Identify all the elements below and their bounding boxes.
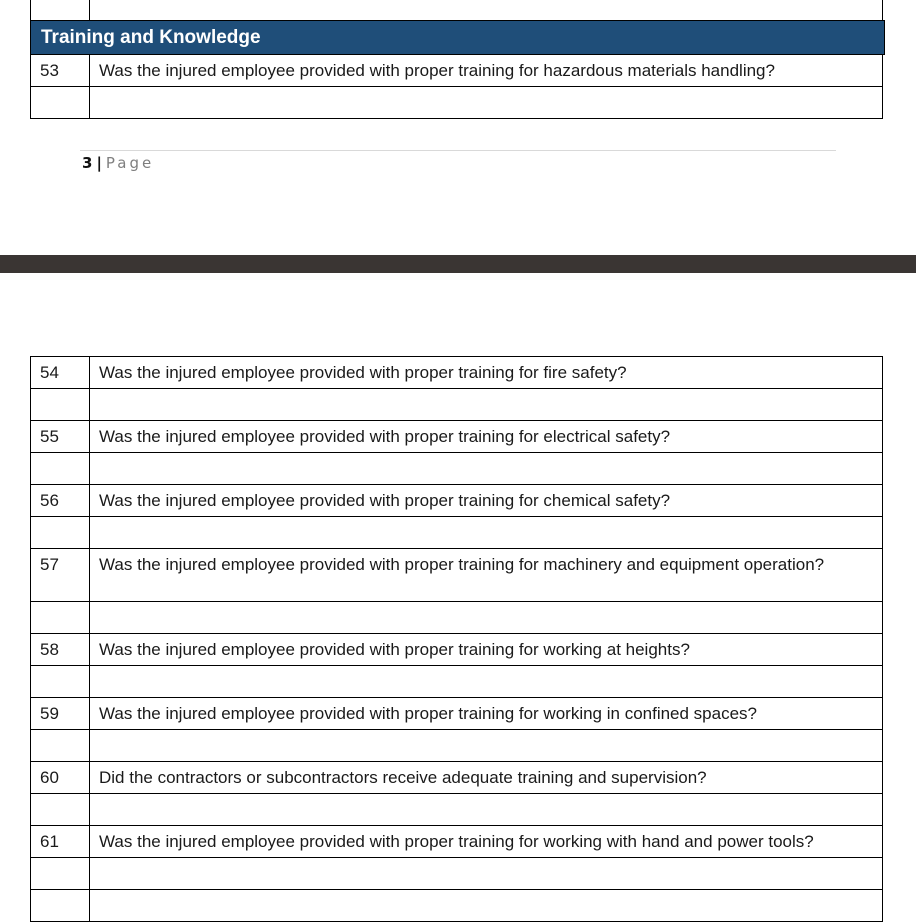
page-break <box>0 255 916 273</box>
answer-row <box>31 389 883 421</box>
page-word: Page <box>105 154 155 172</box>
question-number: 58 <box>31 634 90 666</box>
answer-num-cell <box>31 730 90 762</box>
answer-num-cell <box>31 389 90 421</box>
answer-cell[interactable] <box>90 730 883 762</box>
footer-divider <box>80 150 836 151</box>
answer-num-cell <box>31 666 90 698</box>
answer-cell[interactable] <box>90 87 883 119</box>
footer-separator: | <box>96 154 102 172</box>
answer-cell[interactable] <box>90 453 883 485</box>
table-row <box>31 485 883 517</box>
table-row <box>31 826 883 858</box>
answer-row <box>31 453 883 485</box>
answer-row <box>31 858 883 890</box>
answer-num-cell <box>31 453 90 485</box>
question-text: Did the contractors or subcontractors receive adequate training and supervision? <box>90 762 883 794</box>
page-number: 3 <box>82 154 93 172</box>
previous-table-stub <box>30 0 883 21</box>
answer-cell[interactable] <box>90 794 883 826</box>
question-number: 53 <box>31 55 90 87</box>
question-text: Was the injured employee provided with proper training for working at heights? <box>90 634 883 666</box>
answer-cell[interactable] <box>90 890 883 922</box>
table-row <box>31 762 883 794</box>
question-number: 56 <box>31 485 90 517</box>
answer-row <box>31 87 883 119</box>
question-number: 61 <box>31 826 90 858</box>
table-row <box>31 549 883 602</box>
answer-num-cell <box>31 517 90 549</box>
table-row <box>31 421 883 453</box>
table-row <box>31 55 883 87</box>
answer-row <box>31 517 883 549</box>
stub-num-cell <box>31 0 90 20</box>
answer-row <box>31 602 883 634</box>
answer-num-cell <box>31 890 90 922</box>
answer-num-cell <box>31 858 90 890</box>
question-text: Was the injured employee provided with proper training for chemical safety? <box>90 485 883 517</box>
question-number: 54 <box>31 357 90 389</box>
page1-question-table <box>30 54 883 119</box>
answer-row <box>31 666 883 698</box>
question-number: 59 <box>31 698 90 730</box>
section-heading: Training and Knowledge <box>30 20 885 55</box>
question-number: 60 <box>31 762 90 794</box>
answer-cell[interactable] <box>90 517 883 549</box>
page2-question-table <box>30 356 883 922</box>
answer-cell[interactable] <box>90 602 883 634</box>
answer-row <box>31 794 883 826</box>
question-number: 55 <box>31 421 90 453</box>
question-text: Was the injured employee provided with proper training for machinery and equipment operation? <box>90 549 883 602</box>
answer-num-cell <box>31 794 90 826</box>
table-row <box>31 634 883 666</box>
table-row <box>31 698 883 730</box>
answer-cell[interactable] <box>90 858 883 890</box>
answer-cell[interactable] <box>90 389 883 421</box>
stub-text-cell <box>90 0 883 20</box>
answer-row <box>31 890 883 922</box>
answer-row <box>31 730 883 762</box>
question-text: Was the injured employee provided with proper training for working in confined spaces? <box>90 698 883 730</box>
question-text: Was the injured employee provided with proper training for hazardous materials handling? <box>90 55 883 87</box>
question-text: Was the injured employee provided with proper training for electrical safety? <box>90 421 883 453</box>
answer-num-cell <box>31 602 90 634</box>
question-text: Was the injured employee provided with proper training for working with hand and power tools? <box>90 826 883 858</box>
question-number: 57 <box>31 549 90 602</box>
answer-num-cell <box>31 87 90 119</box>
table-row <box>31 357 883 389</box>
question-text: Was the injured employee provided with proper training for fire safety? <box>90 357 883 389</box>
page-footer <box>82 154 154 172</box>
answer-cell[interactable] <box>90 666 883 698</box>
